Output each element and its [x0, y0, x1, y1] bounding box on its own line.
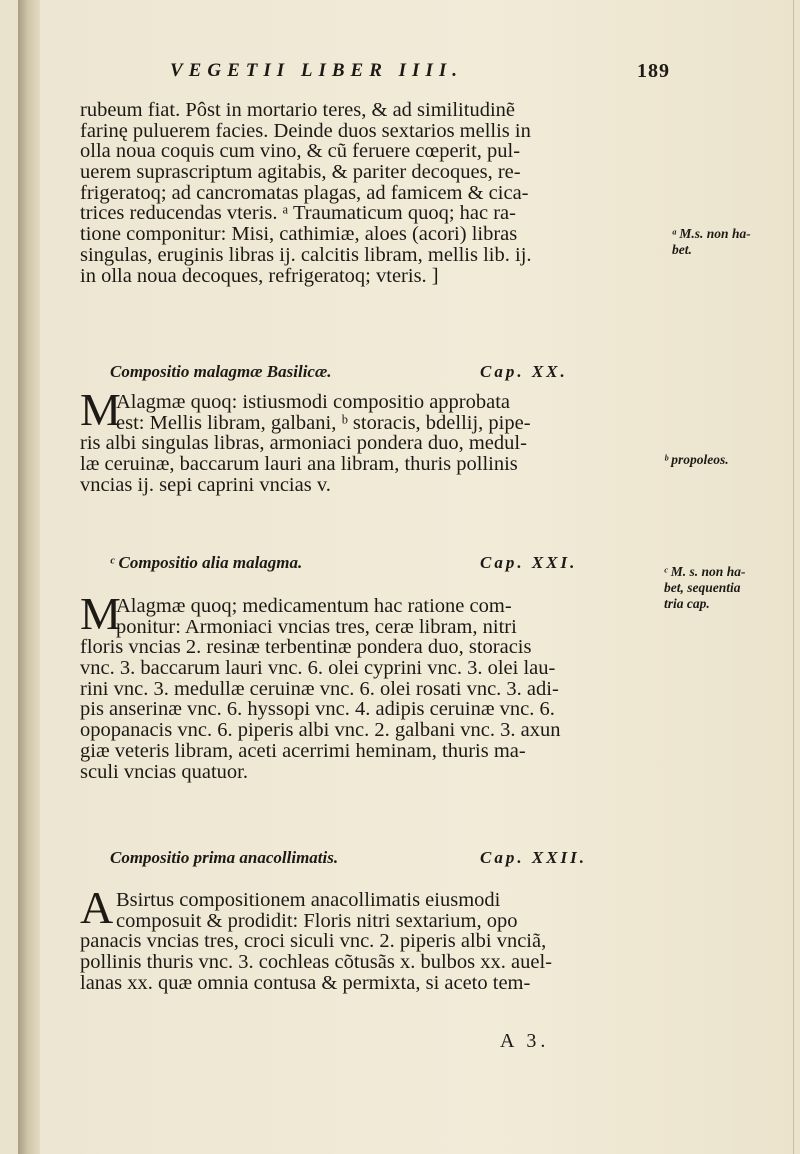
running-title: VEGETII LIBER IIII. — [170, 60, 463, 81]
margin-note-line: bet. — [672, 242, 692, 257]
drop-capital: M — [80, 384, 121, 435]
margin-note-line: ᵇ propoleos. — [664, 452, 729, 467]
text-line: lanas xx. quæ omnia contusa & permixta, si aceto tem- — [80, 971, 531, 994]
text-line: rini vnc. 3. medullæ ceruinæ vnc. 6. olei rosati vnc. 3. adi- — [80, 677, 559, 700]
text-line: panacis vncias tres, croci siculi vnc. 2. piperis albi vnciã, — [80, 930, 547, 953]
text-line: pollinis thuris vnc. 3. cochleas cõtusãs x. bulbos xx. auel- — [80, 951, 552, 974]
paragraph-opening — [80, 100, 660, 286]
text-line: in olla noua decoques, refrigeratoq; vteris. ] — [80, 264, 439, 287]
drop-capital: A — [80, 882, 114, 933]
margin-note-c — [664, 564, 745, 612]
margin-note-a — [672, 226, 751, 258]
chapter-number: Cap. XX. — [480, 362, 568, 381]
text-line: vnc. 3. baccarum lauri vnc. 6. olei cyprini vnc. 3. olei lau- — [80, 657, 556, 680]
chapter-heading-21 — [110, 553, 640, 579]
chapter-number: Cap. XXI. — [480, 553, 578, 572]
margin-note-line: ᵃ M.s. non ha- — [672, 226, 751, 241]
margin-note-b — [664, 452, 729, 468]
page-edge — [793, 0, 794, 1154]
margin-note-line: bet, sequentia — [664, 580, 741, 595]
paragraph-chapter-21 — [80, 588, 660, 783]
chapter-heading-22 — [110, 848, 640, 874]
text-line: floris vncias 2. resinæ terbentinæ pondera duo, storacis — [80, 636, 532, 659]
text-line: pis anserinæ vnc. 6. hyssopi vnc. 4. adipis ceruinæ vnc. 6. — [80, 698, 555, 721]
text-line: tione componitur: Misi, cathimiæ, aloes (acori) libras — [80, 223, 518, 246]
running-header — [170, 60, 670, 90]
text-line: sculi vncias quatuor. — [80, 760, 248, 783]
chapter-title: Compositio malagmæ Basilicæ. — [110, 362, 332, 381]
paragraph-chapter-22 — [80, 882, 660, 994]
text-line: trices reducendas vteris. ᵃ Traumaticum quoq; hac ra- — [80, 202, 516, 225]
margin-note-line: tria cap. — [664, 596, 710, 611]
page-gutter — [18, 0, 40, 1154]
chapter-number: Cap. XXII. — [480, 848, 587, 867]
text-line: ris albi singulas libras, armoniaci pondera duo, medul- — [80, 432, 527, 455]
text-line: ponitur: Armoniaci vncias tres, ceræ libram, nitri — [116, 615, 517, 638]
paragraph-chapter-20 — [80, 384, 660, 496]
text-line: Bsirtus compositionem anacollimatis eiusmodi — [116, 889, 501, 911]
text-line: composuit & prodidit: Floris nitri sextarium, opo — [116, 909, 518, 932]
text-line: frigeratoq; ad cancromatas plagas, ad famicem & cica- — [80, 181, 529, 204]
text-line: opopanacis vnc. 6. piperis albi vnc. 2. galbani vnc. 3. axun — [80, 719, 561, 742]
drop-capital: M — [80, 588, 121, 639]
catchword: A 3. — [500, 1030, 550, 1052]
text-line: rubeum fiat. Pôst in mortario teres, & ad similitudinẽ — [80, 99, 515, 121]
page-number: 189 — [637, 60, 670, 82]
text-line: singulas, eruginis libras ij. calcitis libram, mellis lib. ij. — [80, 243, 532, 266]
text-line: giæ veteris libram, aceti acerrimi heminam, thuris ma- — [80, 739, 526, 762]
text-line: Alagmæ quoq; medicamentum hac ratione com- — [116, 595, 512, 617]
chapter-title: ᶜ Compositio alia malagma. — [110, 553, 303, 572]
text-line: Alagmæ quoq: istiusmodi compositio approbata — [116, 391, 511, 413]
margin-note-line: ᶜ M. s. non ha- — [664, 564, 746, 579]
text-line: læ ceruinæ, baccarum lauri ana libram, thuris pollinis — [80, 453, 518, 476]
text-line: uerem suprascriptum agitabis, & pariter decoques, re- — [80, 161, 521, 184]
text-line: est: Mellis libram, galbani, ᵇ storacis, bdellij, pipe- — [116, 411, 531, 434]
text-line: vncias ij. sepi caprini vncias v. — [80, 473, 331, 496]
chapter-title: Compositio prima anacollimatis. — [110, 848, 339, 867]
text-line: farinę puluerem facies. Deinde duos sextarios mellis in — [80, 119, 531, 142]
chapter-heading-20 — [110, 362, 640, 388]
text-line: olla noua coquis cum vino, & cũ feruere cœperit, pul- — [80, 140, 521, 163]
